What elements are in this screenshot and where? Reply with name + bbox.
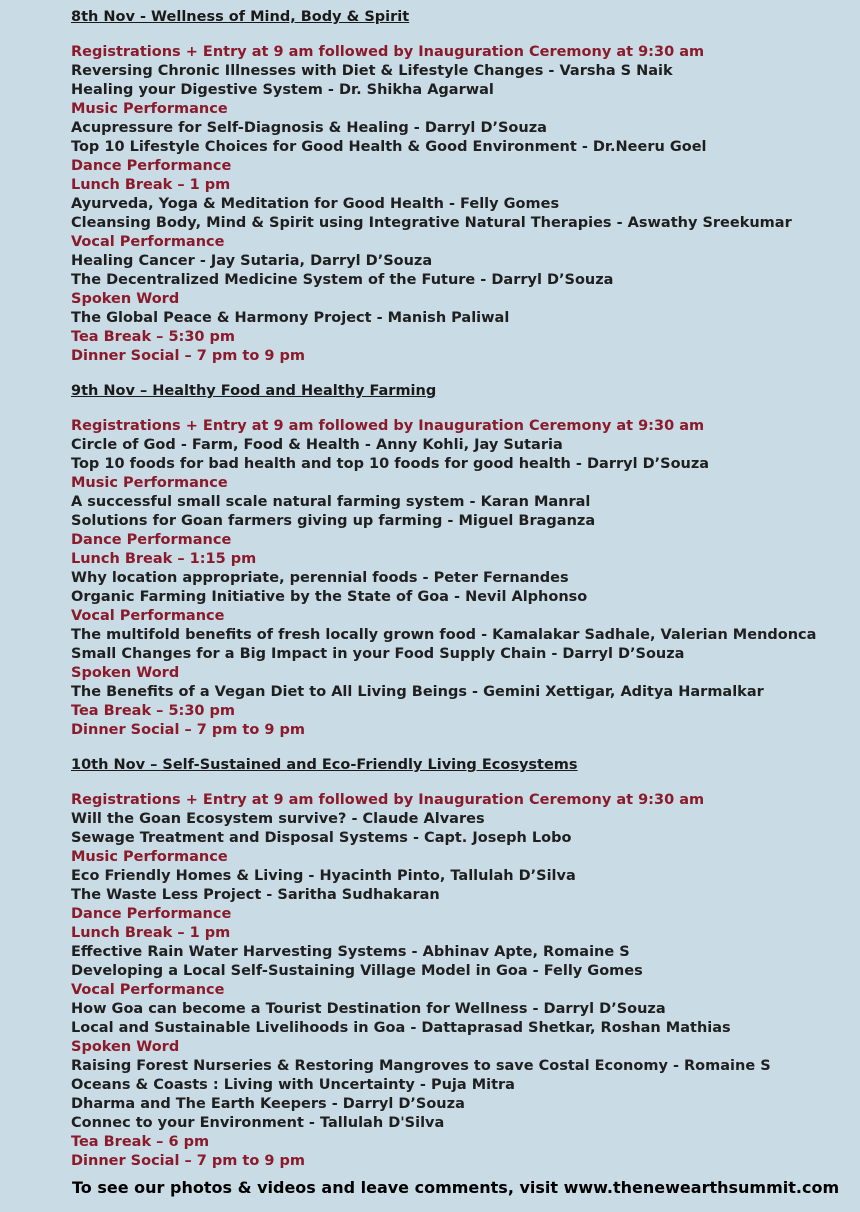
schedule-talk: The multifold benefits of fresh locally grown food - Kamalakar Sadhale, Valerian Mendonca xyxy=(71,627,817,643)
schedule-talk: Solutions for Goan farmers giving up farming - Miguel Braganza xyxy=(71,513,596,529)
day-section xyxy=(71,8,851,366)
schedule-event: Tea Break – 5:30 pm xyxy=(71,703,236,719)
day-title: 9th Nov – Healthy Food and Healthy Farming xyxy=(71,383,437,399)
schedule-event: Registrations + Entry at 9 am followed by Inauguration Ceremony at 9:30 am xyxy=(71,44,705,60)
day-title: 8th Nov - Wellness of Mind, Body & Spirit xyxy=(71,9,410,25)
schedule-event: Music Performance xyxy=(71,475,228,491)
schedule-talk: The Waste Less Project - Saritha Sudhakaran xyxy=(71,887,440,903)
schedule-event: Tea Break – 6 pm xyxy=(71,1134,210,1150)
schedule-event: Dance Performance xyxy=(71,158,232,174)
schedule-event: Dinner Social – 7 pm to 9 pm xyxy=(71,1153,305,1169)
schedule-talk: A successful small scale natural farming system - Karan Manral xyxy=(71,494,591,510)
schedule-event: Dance Performance xyxy=(71,532,232,548)
schedule-talk: Eco Friendly Homes & Living - Hyacinth Pinto, Tallulah D’Silva xyxy=(71,868,576,884)
schedule-talk: Dharma and The Earth Keepers - Darryl D’Souza xyxy=(71,1096,465,1112)
day-section xyxy=(71,382,851,740)
schedule-talk: Acupressure for Self-Diagnosis & Healing - Darryl D’Souza xyxy=(71,120,547,136)
schedule-event: Vocal Performance xyxy=(71,234,225,250)
schedule-event: Spoken Word xyxy=(71,1039,180,1055)
schedule-event: Lunch Break – 1 pm xyxy=(71,925,231,941)
schedule-event: Dinner Social – 7 pm to 9 pm xyxy=(71,348,305,364)
schedule-talk: Connec to your Environment - Tallulah D'Silva xyxy=(71,1115,445,1131)
schedule-talk: How Goa can become a Tourist Destination for Wellness - Darryl D’Souza xyxy=(71,1001,666,1017)
schedule-talk: Why location appropriate, perennial foods - Peter Fernandes xyxy=(71,570,569,586)
day-title: 10th Nov – Self-Sustained and Eco-Friendly Living Ecosystems xyxy=(71,757,578,773)
footer-note: To see our photos & videos and leave comments, visit www.thenewearthsummit.com xyxy=(72,1178,840,1197)
schedule xyxy=(71,8,851,1171)
schedule-talk: Organic Farming Initiative by the State of Goa - Nevil Alphonso xyxy=(71,589,588,605)
schedule-talk: Effective Rain Water Harvesting Systems - Abhinav Apte, Romaine S xyxy=(71,944,630,960)
schedule-talk: Will the Goan Ecosystem survive? - Claude Alvares xyxy=(71,811,485,827)
schedule-talk: The Decentralized Medicine System of the Future - Darryl D’Souza xyxy=(71,272,614,288)
schedule-talk: Top 10 foods for bad health and top 10 foods for good health - Darryl D’Souza xyxy=(71,456,710,472)
schedule-event: Music Performance xyxy=(71,101,228,117)
schedule-talk: Healing your Digestive System - Dr. Shikha Agarwal xyxy=(71,82,494,98)
schedule-event: Dance Performance xyxy=(71,906,232,922)
schedule-talk: The Global Peace & Harmony Project - Manish Paliwal xyxy=(71,310,510,326)
schedule-event: Vocal Performance xyxy=(71,982,225,998)
schedule-talk: Developing a Local Self-Sustaining Village Model in Goa - Felly Gomes xyxy=(71,963,643,979)
schedule-talk: Local and Sustainable Livelihoods in Goa - Dattaprasad Shetkar, Roshan Mathias xyxy=(71,1020,731,1036)
schedule-talk: Cleansing Body, Mind & Spirit using Integrative Natural Therapies - Aswathy Sreekumar xyxy=(71,215,792,231)
schedule-event: Lunch Break – 1 pm xyxy=(71,177,231,193)
schedule-event: Lunch Break – 1:15 pm xyxy=(71,551,257,567)
schedule-event: Dinner Social – 7 pm to 9 pm xyxy=(71,722,305,738)
schedule-talk: Oceans & Coasts : Living with Uncertainty - Puja Mitra xyxy=(71,1077,515,1093)
schedule-talk: Healing Cancer - Jay Sutaria, Darryl D’Souza xyxy=(71,253,433,269)
schedule-talk: Reversing Chronic Illnesses with Diet & Lifestyle Changes - Varsha S Naik xyxy=(71,63,673,79)
schedule-talk: Circle of God - Farm, Food & Health - Anny Kohli, Jay Sutaria xyxy=(71,437,563,453)
schedule-event: Spoken Word xyxy=(71,291,180,307)
schedule-event: Tea Break – 5:30 pm xyxy=(71,329,236,345)
schedule-talk: The Benefits of a Vegan Diet to All Living Beings - Gemini Xettigar, Aditya Harmalkar xyxy=(71,684,764,700)
schedule-talk: Sewage Treatment and Disposal Systems - Capt. Joseph Lobo xyxy=(71,830,572,846)
schedule-event: Vocal Performance xyxy=(71,608,225,624)
schedule-talk: Ayurveda, Yoga & Meditation for Good Health - Felly Gomes xyxy=(71,196,560,212)
schedule-event: Music Performance xyxy=(71,849,228,865)
schedule-event: Registrations + Entry at 9 am followed by Inauguration Ceremony at 9:30 am xyxy=(71,418,705,434)
schedule-talk: Top 10 Lifestyle Choices for Good Health & Good Environment - Dr.Neeru Goel xyxy=(71,139,707,155)
schedule-talk: Small Changes for a Big Impact in your Food Supply Chain - Darryl D’Souza xyxy=(71,646,685,662)
schedule-event: Spoken Word xyxy=(71,665,180,681)
schedule-talk: Raising Forest Nurseries & Restoring Mangroves to save Costal Economy - Romaine S xyxy=(71,1058,771,1074)
day-section xyxy=(71,756,851,1171)
schedule-event: Registrations + Entry at 9 am followed by Inauguration Ceremony at 9:30 am xyxy=(71,792,705,808)
